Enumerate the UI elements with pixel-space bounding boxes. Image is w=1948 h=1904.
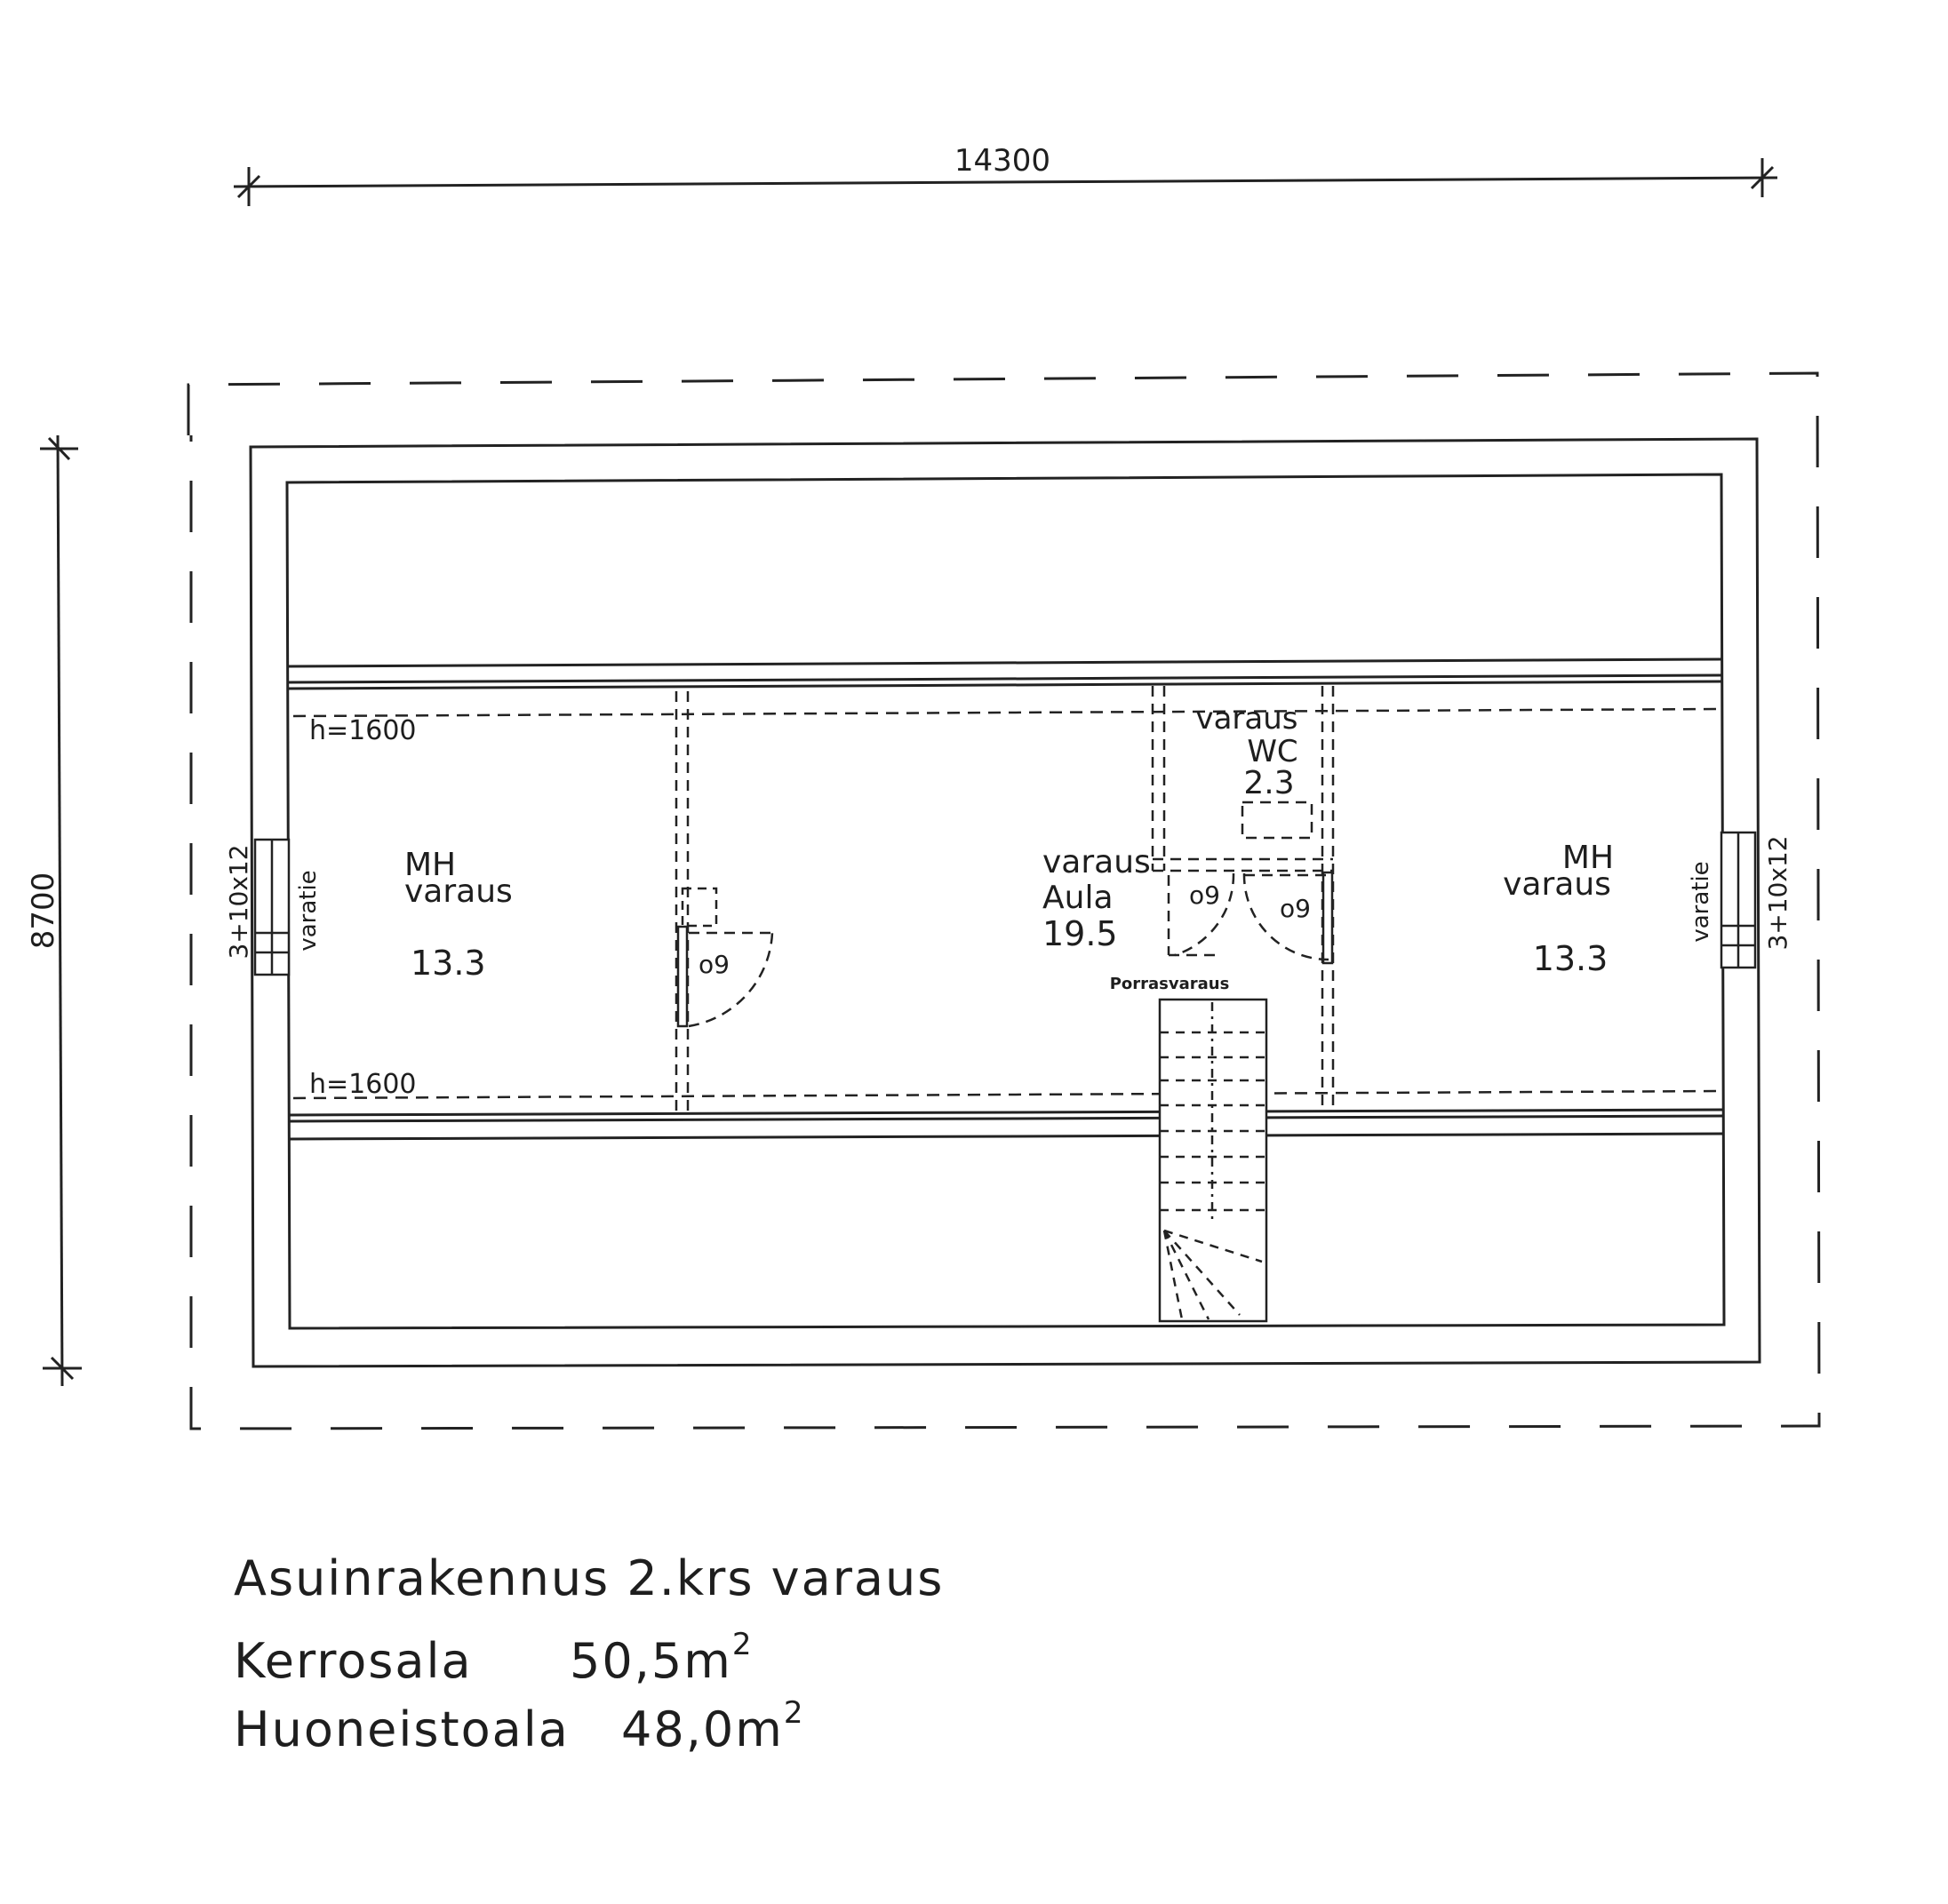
room-left-line1: MH [404, 847, 457, 883]
door-frame-wc [1323, 872, 1332, 963]
window-left-size: 3+10x12 [224, 844, 253, 960]
room-center-line1: varaus [1042, 844, 1151, 880]
door-label-1: o9 [699, 950, 730, 979]
window-right-size: 3+10x12 [1763, 835, 1792, 951]
room-right-area: 13.3 [1532, 939, 1609, 978]
floor-area-unit-exponent: 2 [731, 1627, 754, 1662]
height-note-top: h=1600 [309, 715, 417, 746]
lower-beam [289, 1110, 1723, 1139]
door-label-2: o9 [1189, 880, 1220, 910]
room-right-line1: MH [1561, 840, 1615, 876]
window-left-note: varatie [295, 870, 322, 952]
width-dimension-label: 14300 [954, 143, 1051, 179]
room-center-area: 19.5 [1042, 914, 1118, 953]
floor-area-label: Kerrosala [234, 1633, 473, 1689]
room-wc-area: 2.3 [1243, 765, 1295, 801]
door-label-3: o9 [1280, 894, 1311, 923]
room-left-line2: varaus [404, 873, 513, 910]
room-center-line2: Aula [1042, 880, 1114, 916]
room-wc-line2: WC [1247, 734, 1298, 769]
window-right [1721, 833, 1755, 968]
plan-title: Asuinrakennus 2.krs varaus [234, 1550, 945, 1606]
stair-label: Porrasvaraus [1109, 975, 1230, 993]
floor-area-number: 50,5m [570, 1633, 732, 1689]
apartment-area-number: 48,0m [621, 1701, 784, 1757]
height-note-bottom: h=1600 [309, 1069, 417, 1100]
height-dimension-label: 8700 [26, 872, 61, 950]
room-wc-line1: varaus [1195, 701, 1298, 737]
apartment-area-unit-exponent: 2 [783, 1695, 805, 1731]
room-right-line2: varaus [1503, 866, 1611, 903]
window-right-note: varatie [1688, 861, 1714, 943]
upper-beam [289, 659, 1721, 689]
apartment-area-label: Huoneistoala [234, 1701, 570, 1757]
window-left [255, 840, 289, 975]
apartment-area-row [234, 1695, 856, 1764]
stairs [1160, 1000, 1266, 1321]
floor-area-row [234, 1627, 856, 1695]
floor-area-value [570, 1627, 754, 1689]
room-left-area: 13.3 [411, 944, 486, 983]
apartment-area-value [621, 1695, 805, 1757]
